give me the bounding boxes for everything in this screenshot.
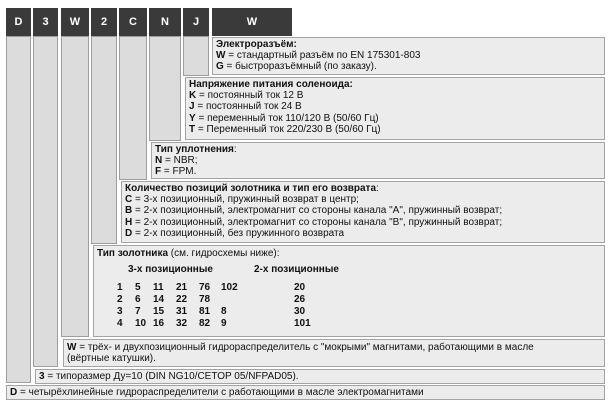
connector-panel — [212, 37, 605, 75]
spool-cell: 30 — [294, 306, 306, 317]
spool-cell: 15 — [153, 306, 165, 317]
w-type-key: W — [67, 342, 77, 353]
spool-col3-header: 3-х позиционные — [128, 264, 213, 275]
w-type-text2: (вёртные катушки). — [67, 353, 156, 365]
positions-key-h: H — [125, 216, 133, 228]
code-cell-n: N — [149, 8, 181, 36]
spool-cell: 16 — [153, 318, 165, 329]
positions-title: Количество позиций золотника и тип его возврата — [125, 183, 377, 194]
voltage-key-y: Y — [189, 112, 196, 124]
spool-col2-header: 2-х позиционные — [254, 264, 339, 275]
voltage-key-t: T — [189, 123, 196, 135]
size-text: = типоразмер Ду=10 (DIN NG10/CETOP 05/NFPAD05). — [44, 371, 299, 382]
spool-cell: 1 — [117, 282, 123, 293]
voltage-text-k: = постоянный ток 12 В — [196, 90, 304, 102]
seal-text-f: = FPM. — [161, 166, 197, 178]
d-type-panel — [6, 385, 605, 400]
spool-cell: 11 — [153, 282, 164, 293]
seal-title-suffix: : — [233, 144, 237, 155]
w-type-text: = трёх- и двухпозиционный гидрораспределитель с "мокрыми" магнитами, работающими в масле — [76, 342, 534, 353]
spool-cell: 6 — [135, 294, 141, 305]
positions-panel — [121, 181, 605, 243]
spool-cell: 14 — [153, 294, 165, 305]
code-cell-w2: W — [212, 8, 292, 36]
spool-cell: 3 — [117, 306, 123, 317]
spool-cell: 5 — [135, 282, 141, 293]
connector-title: Электроразъём: — [216, 39, 297, 50]
column-j-box — [183, 36, 209, 76]
seal-key-n: N — [155, 155, 163, 167]
code-cell-j: J — [183, 8, 209, 36]
spool-panel — [93, 245, 605, 337]
w-type-panel — [63, 339, 605, 367]
seal-key-f: F — [155, 166, 162, 178]
column-2-box — [91, 36, 117, 244]
connector-text-w: = стандартный разъём по EN 175301-803 — [225, 50, 421, 62]
size-key: 3 — [39, 371, 45, 382]
positions-title-suffix: : — [376, 183, 379, 194]
spool-cell: 9 — [221, 318, 227, 329]
voltage-title: Напряжение питания соленоида: — [189, 79, 353, 90]
spool-cell: 76 — [199, 282, 211, 293]
column-w-box — [61, 36, 89, 337]
voltage-key-j: J — [189, 101, 195, 113]
positions-text-c: = 3-х позиционный, пружинный возврат в центр; — [132, 194, 359, 206]
spool-cell: 20 — [294, 282, 306, 293]
code-cell-d: D — [6, 8, 31, 36]
spool-cell: 81 — [199, 306, 211, 317]
code-cell-c: C — [119, 8, 147, 36]
column-d-box — [6, 36, 31, 383]
positions-text-b: = 2-х позиционный, электромагнит со стороны канала "А", пружинный возврат; — [132, 205, 503, 217]
voltage-panel — [185, 77, 605, 140]
voltage-text-t: = Переменный ток 220/230 В (50/60 Гц) — [195, 123, 381, 135]
spool-cell: 22 — [176, 294, 188, 305]
positions-text-h: = 2-х позиционный, электромагнит со стороны канала "В", пружинный возврат; — [132, 216, 503, 228]
seal-text-n: = NBR; — [162, 155, 198, 167]
spool-title-suffix: (см. гидросхемы ниже): — [168, 248, 280, 259]
spool-cell: 31 — [176, 306, 188, 317]
voltage-text-j: = постоянный ток 24 В — [194, 101, 302, 113]
spool-cell: 101 — [294, 318, 311, 329]
spool-cell: 21 — [176, 282, 188, 293]
spool-cell: 78 — [199, 294, 211, 305]
spool-cell: 8 — [221, 306, 227, 317]
spool-title: Тип золотника — [97, 248, 169, 259]
connector-text-g: = быстроразъёмный (по заказу). — [223, 61, 377, 73]
spool-cell: 2 — [117, 294, 123, 305]
spool-cell: 26 — [294, 294, 306, 305]
column-n-box — [149, 36, 181, 141]
column-c-box — [119, 36, 147, 180]
size-panel — [35, 369, 605, 384]
d-type-text: = четырёхлинейные гидрораспределители с работающими в масле электромагнитами — [17, 387, 424, 398]
code-cell-w: W — [61, 8, 89, 36]
positions-key-b: B — [125, 205, 133, 217]
positions-key-d: D — [125, 227, 133, 239]
spool-cell: 10 — [135, 318, 147, 329]
seal-title: Тип уплотнения — [155, 144, 234, 155]
spool-cell: 32 — [176, 318, 188, 329]
spool-cell: 102 — [221, 282, 238, 293]
positions-text-d: = 2-х позиционный, без пружинного возврата — [132, 227, 345, 239]
seal-panel — [151, 142, 605, 179]
positions-key-c: C — [125, 194, 133, 206]
voltage-key-k: K — [189, 90, 197, 102]
spool-cell: 7 — [135, 306, 141, 317]
connector-key-w: W — [216, 50, 226, 62]
column-3-box — [33, 36, 58, 367]
connector-key-g: G — [216, 61, 224, 73]
spool-cell: 4 — [117, 318, 123, 329]
code-cell-2: 2 — [91, 8, 117, 36]
voltage-text-y: = переменный ток 110/120 В (50/60 Гц) — [195, 112, 379, 124]
code-cell-3: 3 — [33, 8, 58, 36]
d-type-key: D — [10, 387, 18, 398]
spool-cell: 82 — [199, 318, 211, 329]
